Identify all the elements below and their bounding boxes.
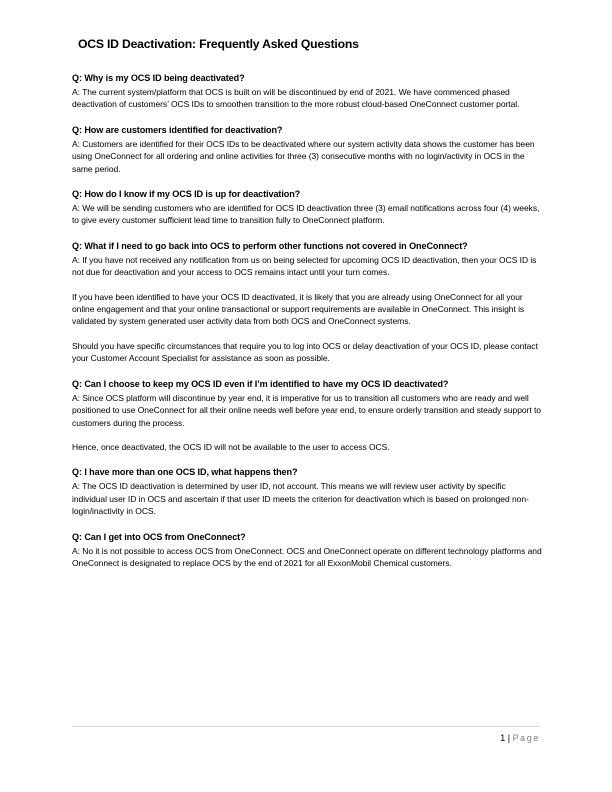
footer-divider [72, 726, 540, 727]
page-number: 1 [500, 733, 506, 743]
faq-item [72, 72, 542, 111]
faq-item [72, 124, 542, 175]
faq-question: Q: Why is my OCS ID being deactivated? [72, 73, 245, 83]
faq-answer: A: If you have not received any notification from us on being selected for upcoming OCS ID deactivation, then your OCS ID is not due for deactivation and your access to OCS remains intact until your turn comes. [72, 254, 537, 278]
faq-answer: A: No it is not possible to access OCS from OneConnect. OCS and OneConnect operate on different technology platforms and OneConnect is designated to replace OCS by the end of 2021 for all ExxonMobil Chemical customers. [72, 545, 542, 568]
faq-answer: A: Since OCS platform will discontinue by year end, it is imperative for us to transition all customers who are ready and well positioned to use OneConnect for all their online needs well before year end, to ensure orderly transition and steady support to customers during the process. [72, 392, 541, 428]
faq-question: Q: Can I choose to keep my OCS ID even if I’m identified to have my OCS ID deactivated? [72, 378, 449, 389]
faq-answer: A: We will be sending customers who are identified for OCS ID deactivation three (3) email notifications across four (4) weeks, to give every customer sufficient lead time to transition fully to OneConnect platform. [72, 203, 540, 226]
faq-list [72, 72, 542, 569]
faq-item [72, 531, 542, 570]
faq-item [72, 378, 542, 454]
faq-answer: A: The OCS ID deactivation is determined by user ID, not account. This means we will review user activity by specific individual user ID in OCS and ascertain if that user ID meets the criterion for deactivation which is based on prolonged non-login/inactivity in OCS. [72, 481, 529, 517]
faq-answer: A: Customers are identified for their OCS IDs to be deactivated where our system activity data shows the customer has been using OneConnect for all ordering and online activities for three (3) consecutive months with no login/activity in OCS in the same period. [72, 138, 535, 174]
faq-question: Q: I have more than one OCS ID, what happens then? [72, 467, 298, 478]
faq-question: Q: How are customers identified for deactivation? [72, 124, 283, 135]
faq-item [72, 466, 542, 517]
faq-item [72, 240, 542, 365]
faq-answer-paragraph: If you have been identified to have your OCS ID deactivated, it is likely that you are already using OneConnect for all your online engagement and that your online transactional or support requirements are available in OneConnect. This insight is validated by system generated user activity data from both OCS and OneConnect systems. [72, 291, 525, 327]
footer-separator: | [507, 733, 511, 743]
faq-answer-paragraph: Hence, once deactivated, the OCS ID will not be available to the user to access OCS. [72, 441, 390, 452]
faq-question: Q: How do I know if my OCS ID is up for deactivation? [72, 189, 301, 200]
faq-question: Q: What if I need to go back into OCS to perform other functions not covered in OneConnect? [72, 240, 468, 251]
page-title: OCS ID Deactivation: Frequently Asked Questions [78, 37, 359, 51]
page-label: Page [512, 733, 540, 743]
page-footer [500, 733, 540, 743]
faq-item [72, 188, 542, 227]
faq-question: Q: Can I get into OCS from OneConnect? [72, 531, 246, 542]
faq-answer: A: The current system/platform that OCS is built on will be discontinued by end of 2021. We have commenced phased deactivation of customers’ OCS IDs to smoothen transition to the more robust cloud-based OneConnect customer portal. [72, 87, 520, 110]
faq-answer-paragraph: Should you have specific circumstances that require you to log into OCS or delay deactivation of your OCS ID, please contact your Customer Account Specialist for assistance as soon as possible. [72, 340, 538, 364]
